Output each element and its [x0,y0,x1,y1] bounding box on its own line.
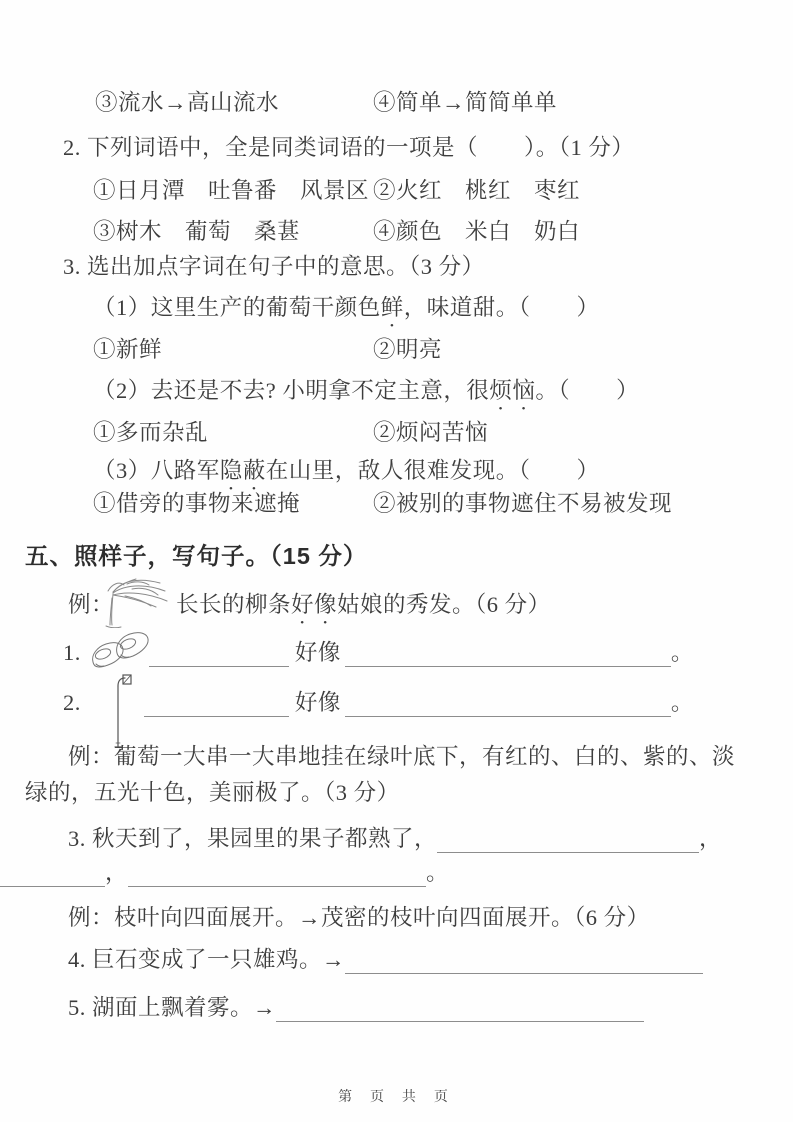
answer-blank [345,947,703,974]
q3-sub2-option-1 [93,418,208,448]
item-3-comma: ， [699,826,723,851]
example-1-pre: 长长的柳条 [176,592,292,617]
section5-example-1 [68,590,551,629]
section5-item-2 [63,688,694,718]
item-1-haoxiang: 好像 [294,640,341,665]
item-2-haoxiang: 好像 [294,690,341,715]
q3-sub1-emphasized-word: 鲜 [380,295,404,320]
example-label: 例： [68,592,115,617]
question-2-stem-text: 2. 下列词语中，全是同类词语的一项是（ ）。（1 分） [63,135,635,160]
answer-blank [149,640,289,667]
q3-sub3-emphasized-word: 隐蔽 [219,458,266,483]
q3-sub3-option-2-text: ②被别的事物遮住不易被发现 [373,491,673,516]
q3-sub1-post: ，味道甜。（ ） [403,295,600,320]
item-3-stem: 3. 秋天到了，果园里的果子都熟了， [68,826,438,851]
answer-blank [0,860,105,887]
q2-option-3 [93,217,300,247]
q3-sub2-option-2 [373,418,488,448]
question-3-stem-text: 3. 选出加点字词在句子中的意思。（3 分） [63,254,485,279]
example-1-emphasized-word: 好像 [291,592,338,617]
example-2-line1-text: 例：葡萄一大串一大串地挂在绿叶底下，有红的、白的、紫的、淡 [68,744,736,769]
section5-example-2-line1 [68,742,735,772]
item-3-period: 。 [426,860,450,885]
q3-sub3-option-1 [93,489,300,519]
answer-blank [128,860,426,887]
question-2-stem [63,133,634,163]
section5-example-3 [68,903,650,933]
page-footer [0,1086,793,1106]
section5-item-1 [63,638,694,668]
example-2-line2-text: 绿的，五光十色，美丽极了。（3 分） [25,780,400,805]
q2-option-1-text: ①日月潭 吐鲁番 风景区 [93,178,370,203]
answer-blank [437,826,699,853]
q3-sub3-post: 在山里，敌人很难发现。（ ） [265,458,600,483]
item-1-number: 1. [63,640,81,665]
item-3-comma-2: ， [105,860,129,885]
answer-blank [345,690,671,717]
q2-option-2-text: ②火红 桃红 枣红 [373,178,581,203]
q3-sub1-sentence [93,293,600,332]
q2-option-3-text: ③树木 葡萄 桑葚 [93,219,301,244]
section5-item-4 [68,945,703,975]
q3-sub2-emphasized-word: 烦恼 [489,378,536,403]
answer-blank [144,690,289,717]
section5-example-2-line2 [25,778,400,808]
q3-sub2-sentence [93,376,639,415]
q4-option-4-text: ④简单→简简单单 [373,90,558,115]
q3-sub2-option-2-text: ②烦闷苦恼 [373,420,489,445]
item-5-stem: 5. 湖面上飘着雾。→ [68,995,277,1020]
q3-sub3-pre: （3）八路军 [93,458,220,483]
item-2-number: 2. [63,690,81,715]
q3-sub1-option-1 [93,335,162,365]
image-spacer [114,611,176,612]
q3-sub1-option-2 [373,335,442,365]
answer-blank [345,640,671,667]
example-3-text: 例：枝叶向四面展开。→茂密的枝叶向四面展开。（6 分） [68,905,650,930]
item-1-period: 。 [670,640,694,665]
q2-option-4 [373,217,580,247]
q3-sub2-pre: （2）去还是不去? 小明拿不定主意，很 [93,378,490,403]
image-spacer [81,709,144,710]
q4-option-3-text: ③流水→高山流水 [95,90,280,115]
section-5-title-text: 五、照样子，写句子。（15 分） [25,543,368,569]
item-4-stem: 4. 巨石变成了一只雄鸡。→ [68,947,346,972]
q2-option-4-text: ④颜色 米白 奶白 [373,219,581,244]
question-3-stem [63,252,485,282]
section-5-title [25,541,367,571]
q3-sub2-option-1-text: ①多而杂乱 [93,420,209,445]
answer-blank [276,995,644,1022]
section5-item-3-line1 [68,824,722,854]
q3-sub3-option-2 [373,489,672,519]
q3-sub1-option-2-text: ②明亮 [373,337,443,362]
section5-item-3-line2 [0,858,449,888]
q3-sub1-pre: （1）这里生产的葡萄干颜色 [93,295,381,320]
q2-option-1 [93,176,369,206]
q4-option-4 [373,88,557,118]
image-spacer [81,659,149,660]
q3-sub3-option-1-text: ①借旁的事物来遮掩 [93,491,301,516]
q3-sub2-post: 。（ ） [535,378,640,403]
section5-item-5 [68,993,644,1023]
q4-option-3 [95,88,279,118]
item-2-period: 。 [670,690,694,715]
example-1-post: 姑娘的秀发。（6 分） [337,592,551,617]
page-number-label: 第 页 共 页 [338,1088,455,1104]
q2-option-2 [373,176,580,206]
q3-sub1-option-1-text: ①新鲜 [93,337,163,362]
